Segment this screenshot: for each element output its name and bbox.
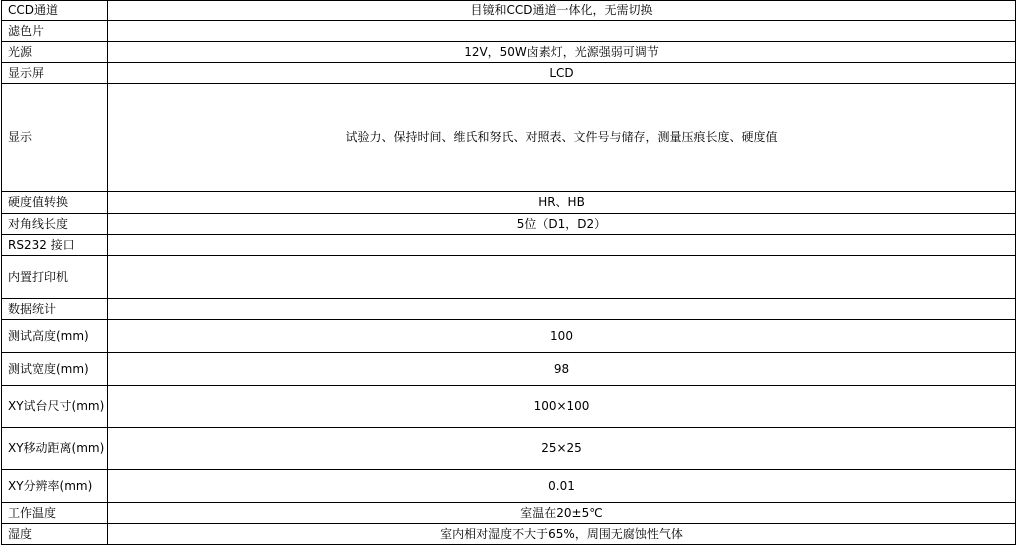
row-value: LCD bbox=[108, 63, 1016, 84]
row-label: 显示屏 bbox=[2, 63, 108, 84]
row-value: 5位（D1，D2） bbox=[108, 214, 1016, 235]
row-value: 25×25 bbox=[108, 428, 1016, 470]
row-value bbox=[108, 256, 1016, 299]
table-row bbox=[2, 470, 1016, 503]
table-row bbox=[2, 386, 1016, 428]
table-row bbox=[2, 1, 1016, 21]
row-label: CCD通道 bbox=[2, 1, 108, 21]
row-label: 对角线长度 bbox=[2, 214, 108, 235]
table-row bbox=[2, 299, 1016, 320]
row-label: 显示 bbox=[2, 84, 108, 192]
row-value: 98 bbox=[108, 353, 1016, 386]
table-row bbox=[2, 21, 1016, 42]
table-row bbox=[2, 84, 1016, 192]
table-row bbox=[2, 428, 1016, 470]
row-value: 试验力、保持时间、维氏和努氏、对照表、文件号与储存，测量压痕长度、硬度值 bbox=[108, 84, 1016, 192]
row-label: XY分辨率(mm) bbox=[2, 470, 108, 503]
row-value: 12V，50W卤素灯，光源强弱可调节 bbox=[108, 42, 1016, 63]
row-label: 数据统计 bbox=[2, 299, 108, 320]
row-value: 室温在20±5℃ bbox=[108, 503, 1016, 524]
row-label: XY试台尺寸(mm) bbox=[2, 386, 108, 428]
row-label: 工作温度 bbox=[2, 503, 108, 524]
table-row bbox=[2, 63, 1016, 84]
row-value bbox=[108, 235, 1016, 256]
row-label: 滤色片 bbox=[2, 21, 108, 42]
row-label: 测试宽度(mm) bbox=[2, 353, 108, 386]
table-row bbox=[2, 503, 1016, 524]
row-value: 100 bbox=[108, 320, 1016, 353]
row-label: XY移动距离(mm) bbox=[2, 428, 108, 470]
row-value bbox=[108, 21, 1016, 42]
row-value: HR、HB bbox=[108, 192, 1016, 214]
row-value: 100×100 bbox=[108, 386, 1016, 428]
row-label: RS232 接口 bbox=[2, 235, 108, 256]
table-row bbox=[2, 353, 1016, 386]
table-row bbox=[2, 524, 1016, 545]
table-row bbox=[2, 214, 1016, 235]
row-label: 测试高度(mm) bbox=[2, 320, 108, 353]
row-value bbox=[108, 299, 1016, 320]
row-value: 目镜和CCD通道一体化，无需切换 bbox=[108, 1, 1016, 21]
row-value: 室内相对湿度不大于65%，周围无腐蚀性气体 bbox=[108, 524, 1016, 545]
spec-table bbox=[1, 0, 1016, 545]
table-row bbox=[2, 256, 1016, 299]
table-row bbox=[2, 42, 1016, 63]
row-label: 硬度值转换 bbox=[2, 192, 108, 214]
row-label: 内置打印机 bbox=[2, 256, 108, 299]
row-label: 湿度 bbox=[2, 524, 108, 545]
row-value: 0.01 bbox=[108, 470, 1016, 503]
table-row bbox=[2, 320, 1016, 353]
table-row bbox=[2, 235, 1016, 256]
table-row bbox=[2, 192, 1016, 214]
row-label: 光源 bbox=[2, 42, 108, 63]
